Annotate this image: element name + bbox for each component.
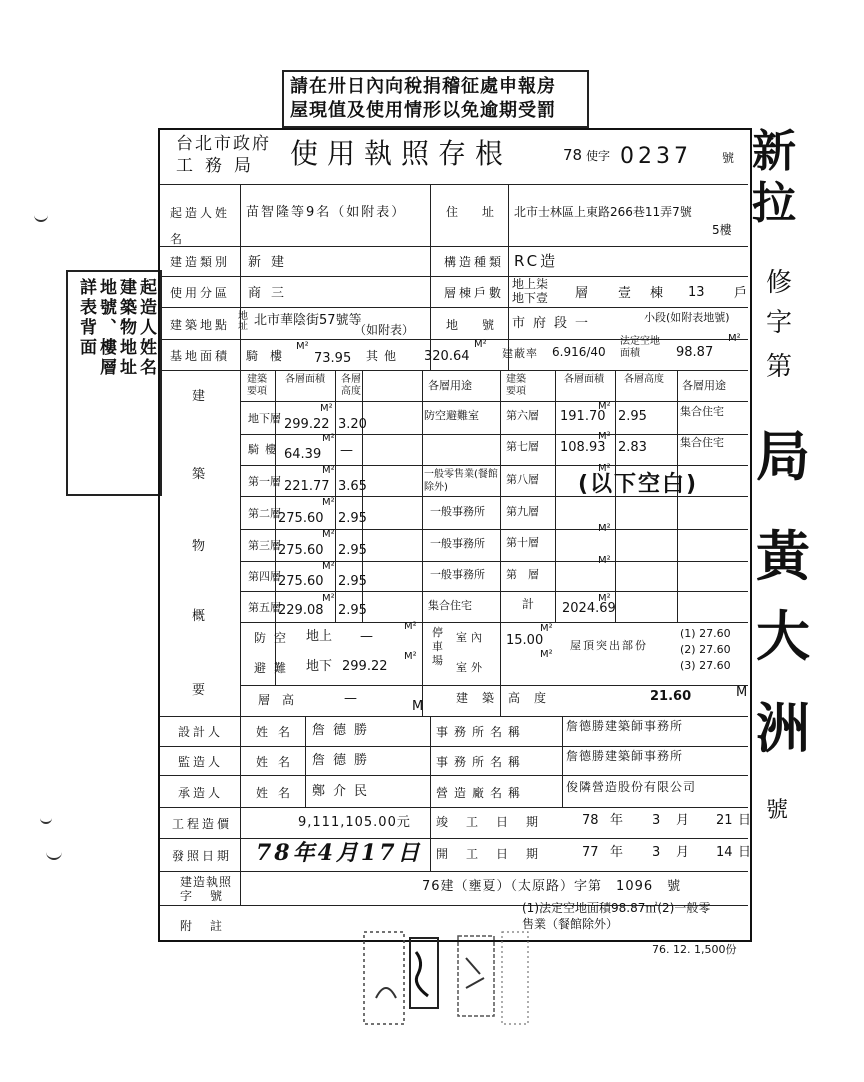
start-date-label: 開工日期 — [436, 847, 557, 861]
side-note-line1: 起造人姓名 — [136, 278, 156, 378]
start-day: 14 — [716, 845, 733, 860]
start-year: 77 — [582, 845, 599, 860]
cost-label: 工程造價 — [172, 817, 233, 831]
floor-area: 299.22 — [284, 417, 330, 432]
contractor-name: 鄭介民 — [312, 784, 376, 799]
arcade-value: 73.95 — [314, 351, 352, 366]
floor-use: 集合住宅 — [428, 599, 472, 612]
floor-height: 2.83 — [618, 440, 647, 455]
open-space-unit: M² — [728, 333, 741, 344]
floor-name: 第九層 — [506, 505, 539, 518]
household-count: 13 — [688, 285, 705, 300]
floor-total-area: 2024.69 — [562, 601, 616, 616]
open-space-label: 法定空地面積 — [620, 336, 660, 359]
parking-unit: M² — [540, 623, 553, 634]
floor-use: 集合住宅 — [680, 436, 724, 449]
completion-day: 21 — [716, 813, 733, 828]
blank-below-stamp: (以下空白) — [578, 472, 699, 497]
floor-height: 2.95 — [338, 603, 367, 618]
header-year: 78 — [563, 146, 583, 164]
building-height-label: 建築高度 — [456, 691, 561, 705]
floor-area: 275.60 — [278, 574, 324, 589]
floor-word: 層 — [575, 286, 589, 301]
rule — [160, 307, 748, 308]
unit-mark: M² — [598, 593, 611, 604]
group-label-char: 築 — [192, 467, 209, 482]
parking-unit: M² — [540, 649, 553, 660]
permit-number-value: 76建（壅夏）（太原路）字第 1096 號 — [422, 879, 682, 894]
supervisor-name-label: 姓名 — [256, 755, 301, 769]
rule — [160, 871, 748, 872]
shelter-height-unit: M — [412, 699, 424, 714]
applicant-name: 苗智隆等9名（如附表） — [246, 205, 407, 220]
other-label: 其他 — [366, 349, 403, 363]
other-unit: M² — [474, 339, 487, 350]
zoning-value: 商三 — [248, 286, 295, 301]
parking-outdoor-label: 室外 — [456, 661, 486, 674]
designer-office: 詹德勝建築師事務所 — [566, 719, 684, 733]
floor-name: 第一層 — [248, 475, 281, 488]
rule — [240, 591, 748, 592]
floor-area: 275.60 — [278, 511, 324, 526]
notes-label: 附註 — [180, 919, 241, 933]
floor-area: 275.60 — [278, 543, 324, 558]
floor-use: 一般零售業(餐館除外) — [424, 469, 498, 493]
applicant-address: 北市士林區上東路266巷11弄7號 — [514, 205, 692, 219]
coverage-value: 6.916/40 — [552, 345, 606, 359]
rule — [160, 746, 748, 747]
right-margin-stamp — [752, 126, 812, 890]
floor-name: 地下層 — [248, 412, 281, 425]
side-note-line2: 建築物地址 — [116, 278, 136, 378]
applicant-address-2: 5樓 — [712, 223, 732, 237]
parking-indoor-value: 15.00 — [506, 633, 544, 648]
floors-below: 地下壹 — [512, 291, 549, 305]
site-address-label: 地址 — [238, 311, 248, 332]
roof-value: (2) 27.60 — [680, 643, 731, 656]
lot-value: 市府段一 — [512, 316, 597, 331]
unit-mark: M² — [322, 465, 335, 476]
contractor-name-label: 姓名 — [256, 786, 301, 800]
side-note-line4: 詳表背面 — [76, 278, 96, 358]
scan-mark — [34, 214, 48, 222]
floor-height: 2.95 — [618, 409, 647, 424]
contractor-company: 俊隣營造股份有限公司 — [566, 780, 697, 794]
margin-char: 拉 — [752, 178, 796, 229]
notes-line-1: (1)法定空地面積98.87㎡(2)一般零 — [522, 901, 711, 915]
rule — [555, 370, 556, 622]
floor-area: 191.70 — [560, 409, 606, 424]
rule — [430, 716, 431, 871]
header-type: 使字 — [586, 149, 611, 163]
building-type-label: 建造類別 — [170, 255, 231, 269]
floor-height: 2.95 — [338, 511, 367, 526]
completion-month: 3 — [652, 813, 661, 828]
unit-mark: M² — [598, 555, 611, 566]
notes-line-2: 售業（餐館除外） — [522, 917, 619, 931]
rule — [240, 184, 241, 905]
shelter-below-unit: M² — [404, 651, 417, 662]
contractor-label: 承造人 — [178, 786, 224, 800]
margin-char: 新 — [752, 126, 796, 177]
rule — [422, 370, 423, 716]
coverage-label: 建蔽率 — [502, 347, 538, 360]
shelter-below-value: 299.22 — [342, 659, 388, 674]
building-height-unit: M — [736, 685, 748, 700]
household-unit: 戶 — [734, 286, 748, 301]
rule — [160, 184, 748, 185]
unit-mark: M² — [322, 561, 335, 572]
margin-char: 號 — [766, 798, 789, 823]
floor-name: 第五層 — [248, 601, 281, 614]
rule — [240, 561, 748, 562]
rule — [240, 685, 748, 686]
applicant-address-label: 住址 — [446, 205, 519, 219]
floor-name: 騎樓 — [248, 443, 282, 456]
contractor-company-label: 營造廠名稱 — [436, 786, 527, 800]
rule — [160, 276, 748, 277]
rule — [305, 716, 306, 807]
floor-height: — — [340, 443, 353, 458]
completion-year: 78 — [582, 813, 599, 828]
roof-label: 屋頂突出部份 — [570, 639, 648, 652]
start-day-word: 日 — [738, 845, 752, 860]
floor-height: 2.95 — [338, 543, 367, 558]
shelter-above-value: — — [360, 629, 373, 644]
floors-above: 地上柒 — [512, 277, 549, 291]
permit-number-label-1: 建造執照 — [180, 875, 233, 889]
start-year-word: 年 — [610, 845, 624, 860]
group-label-char: 概 — [192, 609, 209, 624]
area-header: 各層面積 — [285, 374, 325, 385]
rule — [160, 807, 748, 808]
lot-note: 小段(如附表地號) — [644, 311, 730, 324]
lot-label: 地號 — [446, 318, 519, 332]
floor-use: 一般事務所 — [430, 568, 485, 581]
zoning-label: 使用分區 — [170, 286, 231, 300]
use-header-right: 各層用途 — [682, 379, 726, 392]
floor-name: 第 層 — [506, 568, 539, 581]
shelter-below-label: 地下 — [306, 659, 333, 674]
floor-name: 第二層 — [248, 507, 281, 520]
rule — [500, 370, 501, 716]
unit-mark: M² — [322, 497, 335, 508]
start-month-word: 月 — [676, 845, 690, 860]
arcade-unit: M² — [296, 341, 309, 352]
rule — [562, 716, 563, 807]
building-count: 壹 — [618, 286, 632, 301]
designer-label: 設計人 — [178, 725, 224, 739]
height-header: 各層高度 — [341, 374, 361, 397]
tax-notice-line1: 請在卅日內向稅捐稽征處申報房 — [290, 76, 556, 97]
unit-mark: M² — [598, 431, 611, 442]
margin-char: 修 — [766, 268, 793, 298]
unit-mark: M² — [598, 463, 611, 474]
rule — [160, 246, 748, 247]
rule — [430, 184, 431, 370]
unit-mark: M² — [598, 523, 611, 534]
completion-day-word: 日 — [738, 813, 752, 828]
header-org: 台北市政府 — [176, 134, 271, 154]
floor-header-right: 建築要項 — [506, 374, 526, 397]
floor-area: 229.08 — [278, 603, 324, 618]
site-area-label: 基地面積 — [170, 349, 231, 363]
supervisor-name: 詹德勝 — [312, 753, 376, 768]
site-label: 建築地點 — [170, 318, 231, 332]
use-header: 各層用途 — [428, 379, 472, 392]
site-address: 北市華陰街57號等 — [254, 313, 362, 328]
cost-value: 9,111,105.00元 — [298, 815, 411, 830]
header-bureau: 工務局 — [176, 156, 263, 176]
designer-office-label: 事務所名稱 — [436, 725, 527, 739]
tax-notice-line2: 屋現值及使用情形以免逾期受罰 — [290, 100, 556, 121]
floor-use: 防空避難室 — [424, 409, 479, 422]
approval-seal — [362, 928, 532, 1028]
floor-height: 2.95 — [338, 574, 367, 589]
designer-name-label: 姓名 — [256, 725, 301, 739]
roof-value: (3) 27.60 — [680, 659, 731, 672]
height-header-right: 各層高度 — [624, 374, 664, 385]
floor-header: 建築要項 — [247, 374, 267, 397]
building-height-value: 21.60 — [650, 689, 692, 704]
group-label-char: 物 — [192, 539, 209, 554]
scan-mark — [40, 816, 52, 824]
rule — [240, 401, 748, 402]
side-note-stamp — [66, 270, 162, 496]
supervisor-label: 監造人 — [178, 755, 224, 769]
unit-mark: M² — [322, 529, 335, 540]
floors-label: 層棟戶數 — [444, 286, 505, 300]
roof-value: (1) 27.60 — [680, 627, 731, 640]
completion-label: 竣工日期 — [436, 815, 557, 829]
open-space-value: 98.87 — [676, 345, 714, 360]
rule — [240, 622, 748, 623]
arcade-label: 騎樓 — [246, 349, 295, 363]
parking-label: 停車場 — [432, 626, 443, 667]
floor-use: 一般事務所 — [430, 537, 485, 550]
header-title: 使用執照存根 — [290, 137, 513, 170]
floor-height: 3.65 — [338, 479, 367, 494]
area-header-right: 各層面積 — [564, 374, 604, 385]
structure-label: 構造種類 — [444, 255, 505, 269]
floor-name: 第六層 — [506, 409, 539, 422]
completion-month-word: 月 — [676, 813, 690, 828]
unit-mark: M² — [598, 401, 611, 412]
floor-area: 64.39 — [284, 447, 322, 462]
floor-name: 計 — [522, 597, 535, 611]
tax-notice-stamp — [282, 70, 589, 128]
rule — [240, 465, 748, 466]
shelter-above-label: 地上 — [306, 629, 333, 644]
header-suffix: 號 — [722, 151, 735, 165]
floor-name: 第十層 — [506, 536, 539, 549]
floor-name: 第七層 — [506, 440, 539, 453]
side-note-line3: 地號、樓層 — [96, 278, 116, 378]
designer-name: 詹德勝 — [312, 723, 376, 738]
margin-char: 字 — [766, 308, 793, 338]
group-label-char: 建 — [192, 389, 209, 404]
permit-number-label-2: 字號 — [180, 889, 241, 903]
floor-name: 第四層 — [248, 570, 281, 583]
margin-char: 黃 — [756, 525, 810, 588]
rule — [160, 370, 748, 371]
print-info: 76. 12. 1,500份 — [652, 943, 737, 956]
scan-mark — [46, 852, 62, 860]
margin-char: 第 — [766, 352, 793, 382]
group-label-char: 要 — [192, 683, 209, 698]
rule — [160, 716, 748, 717]
issue-date-value: 78年4月17日 — [256, 840, 423, 866]
completion-year-word: 年 — [610, 813, 624, 828]
floor-area: 108.93 — [560, 440, 606, 455]
floor-use: 一般事務所 — [430, 505, 485, 518]
shelter-label-2: 避難 — [254, 661, 295, 675]
floor-name: 第三層 — [248, 539, 281, 552]
supervisor-office: 詹德勝建築師事務所 — [566, 749, 684, 763]
rule — [240, 434, 748, 435]
floor-name: 第八層 — [506, 473, 539, 486]
rule — [160, 838, 748, 839]
unit-mark: M² — [322, 433, 335, 444]
parking-indoor-label: 室內 — [456, 631, 486, 644]
rule — [240, 529, 748, 530]
shelter-label-1: 防空 — [254, 631, 295, 645]
margin-char: 局 — [756, 425, 810, 488]
shelter-height-value: — — [344, 691, 357, 706]
other-value: 320.64 — [424, 349, 470, 364]
floor-use: 集合住宅 — [680, 405, 724, 418]
shelter-above-unit: M² — [404, 621, 417, 632]
unit-mark: M² — [320, 403, 333, 414]
rule — [335, 370, 336, 622]
header-number: 0237 — [620, 144, 692, 169]
floor-area: 221.77 — [284, 479, 330, 494]
floor-height: 3.20 — [338, 417, 367, 432]
start-month: 3 — [652, 845, 661, 860]
shelter-height-label: 層高 — [258, 693, 307, 707]
supervisor-office-label: 事務所名稱 — [436, 755, 527, 769]
building-word: 棟 — [650, 286, 664, 301]
rule — [160, 775, 748, 776]
seal-stamps-graphic — [362, 928, 532, 1028]
applicant-label: 起造人姓名 — [170, 206, 231, 246]
building-type-value: 新建 — [248, 255, 295, 270]
margin-char: 大 — [756, 605, 810, 668]
structure-value: RC造 — [514, 252, 559, 270]
site-address-note: （如附表） — [354, 323, 415, 337]
issue-date-label: 發照日期 — [172, 849, 233, 863]
unit-mark: M² — [322, 593, 335, 604]
margin-char: 洲 — [756, 697, 810, 760]
